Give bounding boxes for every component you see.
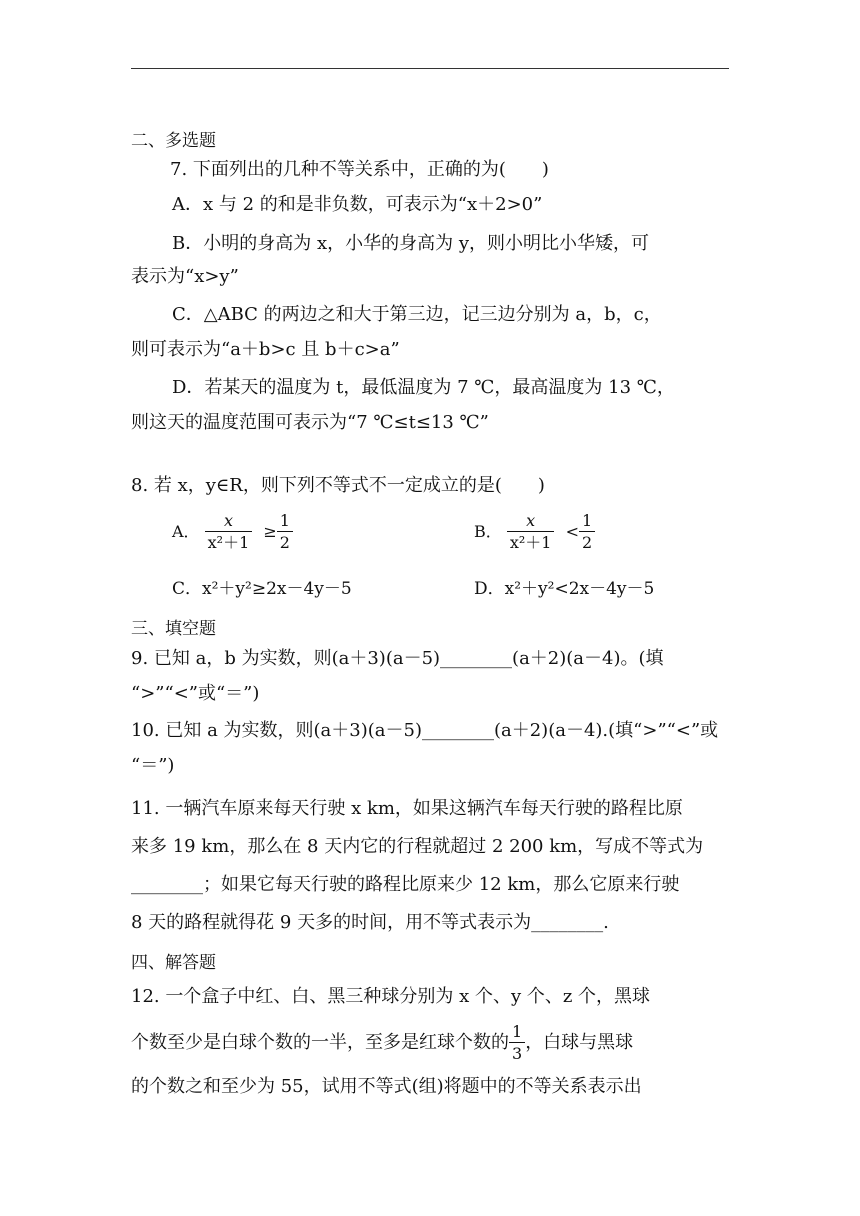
q7-option-c: C．△ABC 的两边之和大于第三边，记三边分别为 a，b，c，: [172, 304, 662, 325]
q11-line-4: 8 天的路程就得花 9 天多的时间，用不等式表示为________.: [131, 912, 609, 933]
q8-b-fraction: $\frac{x}{\text{x²＋1}}$: [507, 513, 555, 551]
q8-stem: 8. 若 x，y∈R，则下列不等式不一定成立的是( ): [131, 475, 545, 496]
q11-line-2: 来多 19 km，那么在 8 天内它的行程就超过 2 200 km，写成不等式为: [131, 836, 704, 857]
q8-option-c: C．x²＋y²≥2x－4y－5: [172, 579, 352, 599]
q8-b-half: $\frac{1}{2}$: [579, 513, 595, 551]
q12-one-third: $\frac{1}{3}$: [509, 1024, 525, 1062]
q7-option-c-cont: 则可表示为“a＋b>c 且 b＋c>a”: [131, 339, 400, 360]
q8-option-a: A． $\frac{x}{\text{x²＋1}}$ ≥ $\frac{1}{2}$: [172, 513, 293, 551]
q12-line-2: 个数至少是白球个数的一半，至多是红球个数的 $\frac{1}{3}$ ，白球与黑球: [131, 1022, 634, 1063]
q11-line-3: ________；如果它每天行驶的路程比原来少 12 km，那么它原来行驶: [131, 874, 680, 895]
q11-line-1: 11. 一辆汽车原来每天行驶 x km，如果这辆汽车每天行驶的路程比原: [131, 798, 683, 819]
q7-option-d-cont: 则这天的温度范围可表示为“7 ℃≤t≤13 ℃”: [131, 412, 489, 433]
section-heading-fill-blank: 三、填空题: [131, 619, 216, 639]
q8-a-fraction: $\frac{x}{\text{x²＋1}}$: [205, 513, 253, 551]
q8-option-b: B． $\frac{x}{\text{x²＋1}}$ < $\frac{1}{2}$: [474, 513, 595, 551]
q8-a-half: $\frac{1}{2}$: [277, 513, 293, 551]
q7-option-b: B．小明的身高为 x，小华的身高为 y，则小明比小华矮，可: [172, 233, 649, 254]
q7-option-b-cont: 表示为“x>y”: [131, 266, 239, 287]
q8-option-d: D．x²＋y²<2x－4y－5: [474, 579, 655, 599]
q12-line-1: 12. 一个盒子中红、白、黑三种球分别为 x 个、y 个、z 个，黑球: [131, 986, 651, 1007]
q9-line-1: 9. 已知 a，b 为实数，则(a＋3)(a－5)________(a＋2)(a－4)。(填: [131, 648, 664, 669]
q7-option-a: A．x 与 2 的和是非负数，可表示为“x＋2>0”: [172, 194, 543, 215]
q12-line-3: 的个数之和至少为 55，试用不等式(组)将题中的不等关系表示出: [131, 1076, 642, 1097]
q9-line-2: “>”“<”或“＝”): [131, 683, 260, 704]
section-heading-multiple-choice: 二、多选题: [131, 131, 216, 151]
q10-line-1: 10. 已知 a 为实数，则(a＋3)(a－5)________(a＋2)(a－4).(填“>”“<”或: [131, 720, 719, 741]
q7-stem: 7. 下面列出的几种不等关系中，正确的为( ): [170, 159, 549, 180]
section-heading-solve: 四、解答题: [131, 953, 216, 973]
q7-option-d: D．若某天的温度为 t，最低温度为 7 ℃，最高温度为 13 ℃，: [172, 377, 675, 398]
header-rule: [131, 68, 729, 69]
q10-line-2: “＝”): [131, 755, 175, 776]
